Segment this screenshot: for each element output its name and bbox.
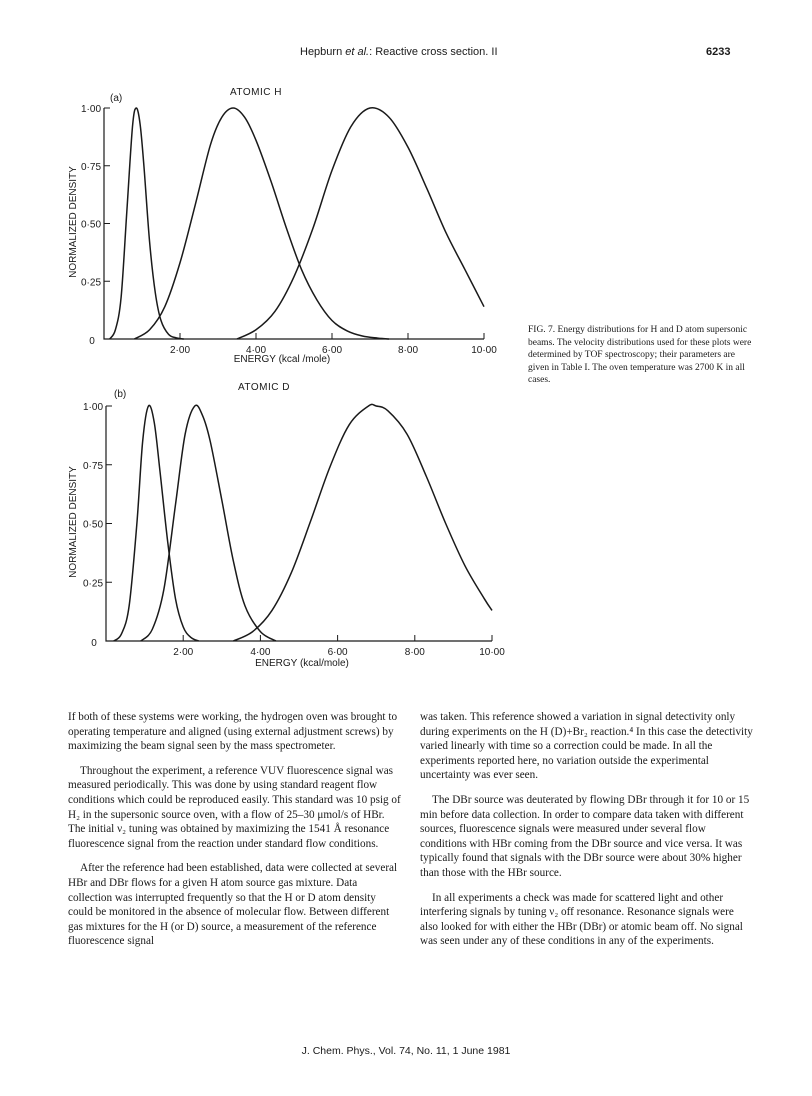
distribution-curve-2 (141, 405, 276, 641)
paragraph: was taken. This reference showed a variation in signal detectivity only during experiments on the H (D)+Br₂ reaction.⁴ In this case the detectivity varied linearly with time so a correction could be made. In all the experiments reported here, no variation outside the experimental uncertainty was ever seen. (420, 711, 753, 782)
x-tick-label: 4·00 (245, 345, 267, 356)
y-tick-label: 0·75 (82, 460, 103, 472)
x-tick-label: 2·00 (173, 647, 194, 658)
paragraph: The DBr source was deuterated by flowing DBr through it for 10 or 15 min before data collection. In order to compare data taken with different sources, fluorescence signals were measured under several flow conditions with HBr coming from the DBr source and vice versa. It was typically found that signals with the DBr source were about 30% higher than those with the HBr source. (420, 793, 750, 879)
axis-lines (106, 406, 492, 641)
y-tick-label: 0·75 (80, 161, 101, 173)
panel-b-curves (114, 404, 492, 641)
panel-a-ylabel: NORMALIZED DENSITY (68, 166, 79, 278)
distribution-curve-2 (134, 108, 389, 339)
panel-a-title: ATOMIC H (230, 87, 282, 98)
x-tick-label: 2·00 (169, 345, 191, 356)
x-tick-label: 6·00 (327, 647, 348, 658)
panel-a (68, 87, 497, 365)
axis-lines (104, 108, 484, 339)
panel-a-curves (110, 108, 484, 339)
body-column-left (68, 710, 402, 959)
panel-b-ticks (83, 402, 505, 658)
y-tick-label: 0·50 (82, 519, 103, 531)
panel-b-label: (b) (114, 389, 127, 400)
panel-a-xlabel: ENERGY (kcal /mole) (233, 354, 331, 365)
distribution-curve-3 (233, 404, 492, 641)
panel-a-label: (a) (110, 93, 123, 104)
panel-b (68, 382, 505, 669)
paragraph: In all experiments a check was made for scattered light and other interfering signals by tuning ν₂ off resonance. Resonance signals were also looked for with either the HBr (DBr) or atomic beam off. No signal was seen under any of these conditions in any of the experiments. (420, 891, 743, 948)
running-head-authors: Hepburn (300, 46, 346, 58)
y-tick-label: 0·50 (80, 219, 101, 231)
running-head-etal: et al. (345, 46, 370, 58)
y-tick-label: 0·25 (80, 277, 101, 289)
panel-a-ticks (81, 104, 497, 356)
y-tick-label: 1·00 (82, 402, 103, 413)
distribution-curve-1 (110, 108, 184, 339)
x-tick-label: 6·00 (321, 345, 343, 356)
distribution-curve-1 (114, 405, 199, 641)
panel-b-ylabel: NORMALIZED DENSITY (68, 466, 79, 578)
page-footer: J. Chem. Phys., Vol. 74, No. 11, 1 June 1981 (301, 1045, 511, 1057)
x-tick-label: 8·00 (404, 647, 425, 658)
page-number: 6233 (706, 46, 731, 58)
panel-b-title: ATOMIC D (238, 382, 290, 393)
body-column-right (420, 710, 754, 959)
x-tick-label: 10·00 (471, 345, 497, 356)
paragraph: If both of these systems were working, the hydrogen oven was brought to operating temperature and aligned (using external adjustment screws) by maximizing the beam signal seen by the mass spectrometer. (68, 711, 398, 753)
y-tick-label: 0·25 (82, 578, 103, 590)
x-tick-label: 0 (91, 638, 97, 649)
distribution-curve-3 (237, 108, 484, 339)
figure-caption: FIG. 7. Energy distributions for H and D atom supersonic beams. The velocity distributions used for these plots were determined by TOF spectroscopy; their parameters are given in Table I. The oven temperature was 2700 K in all cases. (528, 325, 752, 386)
panel-b-xlabel: ENERGY (kcal/mole) (255, 658, 349, 669)
x-tick-label: 0 (89, 336, 95, 347)
x-tick-label: 10·00 (479, 647, 505, 658)
paragraph: After the reference had been established, data were collected at several HBr and DBr flows for a given H atom source gas mixture. Data collection was interrupted frequently so that the H or D atom density could be monitored in the absence of molecular flow. Between different gas mixtures for the H (or D) source, a measurement of the reference fluorescence signal (68, 862, 398, 948)
paragraph: Throughout the experiment, a reference VUV fluorescence signal was measured periodically. This was done by using standard reagent flow conditions which could be reproduced easily. This standard was 10 psig of H₂ in the supersonic source oven, with a flow of 25–30 μmol/s of HBr. The initial ν₂ tuning was obtained by maximizing the 1541 Å resonance fluorescence signal from the reaction under standard flow conditions. (68, 764, 401, 850)
x-tick-label: 4·00 (250, 647, 271, 658)
y-tick-label: 1·00 (80, 104, 101, 115)
running-head-title: : Reactive cross section. II (369, 46, 498, 58)
x-tick-label: 8·00 (397, 345, 419, 356)
